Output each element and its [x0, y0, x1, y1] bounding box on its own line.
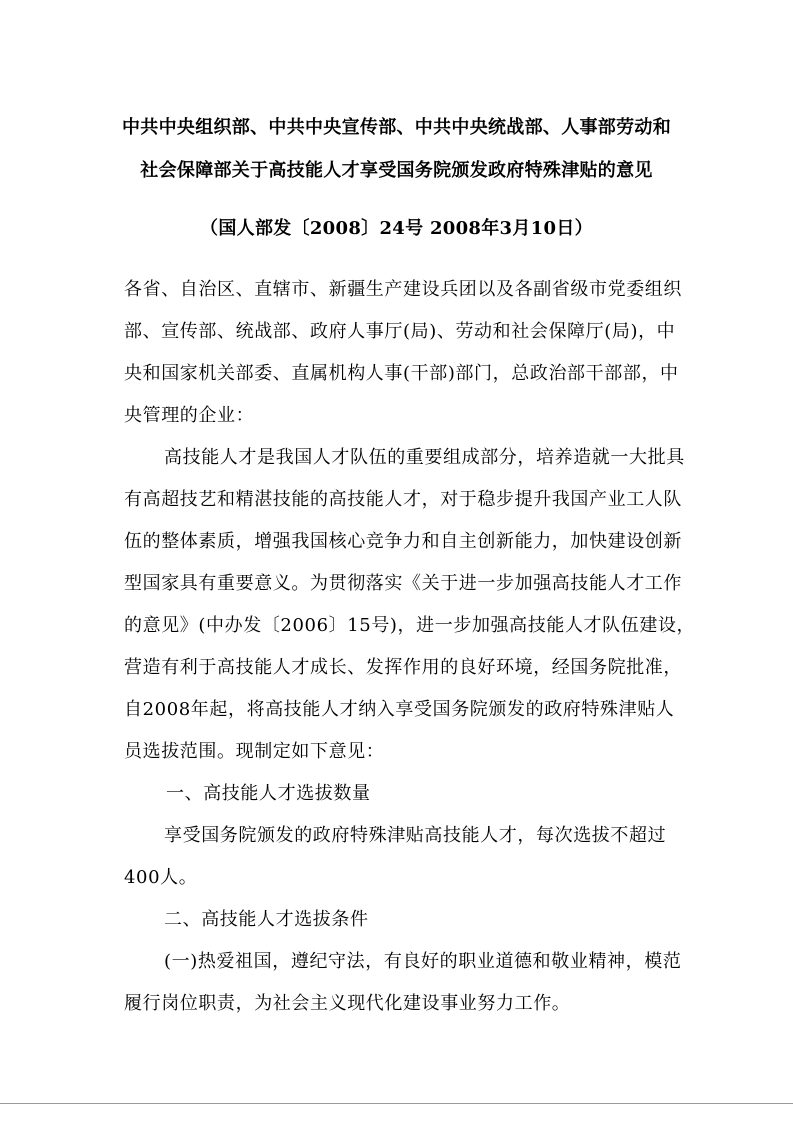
- section-2-item-line: 履行岗位职责，为社会主义现代化建设事业努力工作。: [124, 993, 571, 1014]
- paragraph-line: 型国家具有重要意义。为贯彻落实《关于进一步加强高技能人才工作: [124, 573, 682, 594]
- paragraph-line: 营造有利于高技能人才成长、发挥作用的良好环境，经国务院批准，: [124, 657, 682, 678]
- paragraph-line: 伍的整体素质，增强我国核心竞争力和自主创新能力，加快建设创新: [124, 531, 682, 552]
- paragraph-line: 员选拔范围。现制定如下意见：: [124, 741, 385, 762]
- addressee-line: 各省、自治区、直辖市、新疆生产建设兵团以及各副省级市党委组织: [124, 279, 682, 300]
- document-title-line-1: 中共中央组织部、中共中央宣传部、中共中央统战部、人事部劳动和: [122, 117, 671, 138]
- document-title-line-2: 社会保障部关于高技能人才享受国务院颁发政府特殊津贴的意见: [140, 160, 653, 181]
- addressee-line: 部、宣传部、统战部、政府人事厅(局)、劳动和社会保障厅(局)，中: [124, 321, 676, 342]
- paragraph-line: 的意见》(中办发〔2006〕15号)，进一步加强高技能人才队伍建设，: [124, 615, 696, 636]
- section-1-line: 享受国务院颁发的政府特殊津贴高技能人才，每次选拔不超过: [164, 825, 667, 846]
- section-1-heading: 一、高技能人才选拔数量: [166, 783, 371, 804]
- addressee-line: 央和国家机关部委、直属机构人事(干部)部门，总政治部干部部，中: [124, 363, 679, 384]
- paragraph-line: 高技能人才是我国人才队伍的重要组成部分，培养造就一大批具: [164, 447, 685, 468]
- section-1-line: 400人。: [124, 867, 198, 888]
- section-2-item-line: (一)热爱祖国，遵纪守法，有良好的职业道德和敬业精神，模范: [164, 951, 682, 972]
- paragraph-line: 有高超技艺和精湛技能的高技能人才，对于稳步提升我国产业工人队: [124, 489, 682, 510]
- page-bottom-divider: [0, 1103, 793, 1104]
- addressee-line: 央管理的企业：: [124, 405, 255, 426]
- document-number: （国人部发〔2008〕24号 2008年3月10日）: [200, 218, 593, 239]
- section-2-heading: 二、高技能人才选拔条件: [164, 909, 369, 930]
- paragraph-line: 自2008年起，将高技能人才纳入享受国务院颁发的政府特殊津贴人: [124, 699, 675, 720]
